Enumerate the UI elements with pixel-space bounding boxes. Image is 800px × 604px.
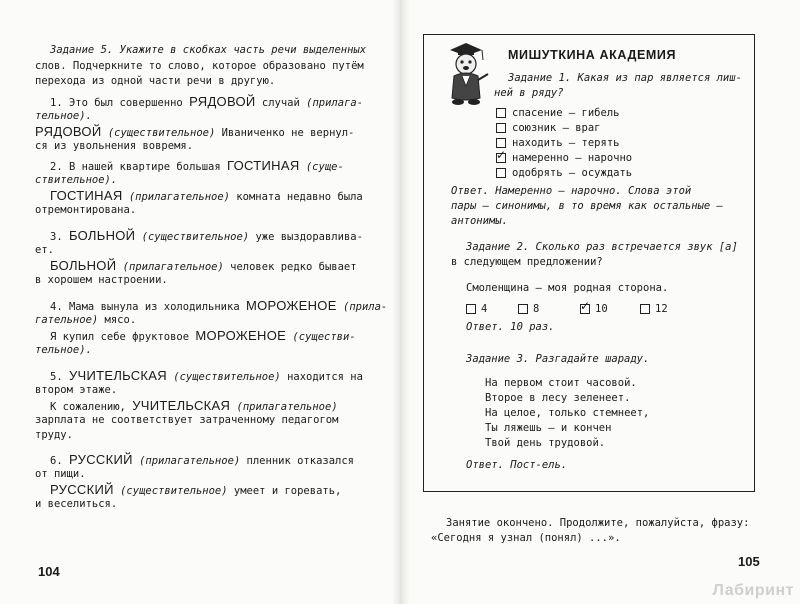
item3-line-2: ет. — [35, 244, 54, 256]
poem-line-4: Ты ляжешь – и кончен — [485, 422, 612, 434]
part-of-speech: (существительное) — [166, 371, 281, 383]
poem-line-2: Второе в лесу зеленеет. — [485, 392, 631, 404]
task2-question-line-1: Задание 2. Сколько раз встречается звук [а] — [466, 241, 738, 253]
text: находится на — [280, 371, 363, 383]
task1-option-label: спасение – гибель — [512, 107, 620, 119]
part-of-speech: (прилагательное) — [116, 261, 224, 273]
item5-line-5: труду. — [35, 429, 73, 441]
task1-option-label: союзник – враг — [512, 122, 601, 134]
task5-line-1 — [50, 43, 366, 58]
text: Я купил себе фруктовое — [50, 331, 196, 343]
task2-option-label: 12 — [655, 303, 668, 315]
part-of-speech: гательное) — [35, 314, 99, 326]
text: комната недавно была — [229, 191, 363, 203]
task1-question-line-2: ней в ряду? — [494, 87, 564, 99]
text: случай — [255, 97, 307, 109]
highlighted-word: МОРОЖЕНОЕ — [195, 328, 287, 343]
task1-answer-line-3: антонимы. — [451, 215, 508, 227]
checkmark-icon: ✓ — [496, 148, 507, 162]
task2-option-label: 8 — [533, 303, 540, 315]
highlighted-word: БОЛЬНОЙ — [50, 258, 117, 273]
text: умеет и горевать, — [227, 485, 342, 497]
highlighted-word: ГОСТИНАЯ — [50, 188, 123, 203]
bear-scholar-icon — [442, 40, 490, 106]
poem-line-3: На целое, только стемнеет, — [485, 407, 650, 419]
text: 6. — [50, 455, 69, 467]
item6-line-4: и веселиться. — [35, 498, 118, 510]
text: мясо. — [98, 314, 137, 326]
item6-line-2: от пищи. — [35, 468, 86, 480]
text: 3. — [50, 231, 69, 243]
text: К сожалению, — [50, 401, 133, 413]
item4-line-4: тельное). — [35, 344, 92, 356]
task1-option-label: одобрять – осуждать — [512, 167, 633, 179]
checkmark-icon: ✓ — [580, 299, 591, 313]
part-of-speech: (прилага- — [306, 97, 364, 109]
highlighted-word: МОРОЖЕНОЕ — [245, 298, 337, 313]
task2-option-checkbox[interactable] — [640, 304, 650, 314]
task1-answer-line-1: Ответ. Намеренно – нарочно. Слова этой — [451, 185, 692, 197]
part-of-speech: (существительное) — [107, 127, 216, 139]
task5-line-3: перехода из одной части речи в другую. — [35, 75, 276, 87]
text: 5. — [50, 371, 69, 383]
task3-answer: Ответ. Пост-ель. — [466, 459, 568, 471]
task1-option-checkbox[interactable] — [496, 108, 506, 118]
page-number-left: 104 — [38, 564, 60, 579]
item3-line-4: в хорошем настроении. — [35, 274, 168, 286]
task1-option-checkbox[interactable] — [496, 168, 506, 178]
text: 1. Это был совершенно — [50, 97, 190, 109]
part-of-speech: (прилагательное) — [230, 401, 338, 413]
watermark-logo: Лабиринт — [712, 582, 794, 599]
highlighted-word: РЯДОВОЙ — [189, 94, 256, 109]
page-number-right: 105 — [738, 554, 760, 569]
item3-line-1 — [50, 228, 363, 245]
closing-line-1: Занятие окончено. Продолжите, пожалуйста, фразу: — [446, 517, 750, 529]
item4-line-2 — [35, 313, 136, 328]
part-of-speech: (существительное) — [113, 485, 228, 497]
item5-line-4: зарплата не соответствует затраченному педагогом — [35, 414, 339, 426]
closing-line-2: «Сегодня я узнал (понял) ...». — [431, 532, 621, 544]
text: пленник отказался — [240, 455, 355, 467]
item1-line-2: тельное). — [35, 110, 92, 122]
text: Иваниченко не вернул- — [215, 127, 355, 139]
item1-line-4: ся из увольнения вовремя. — [35, 140, 194, 152]
poem-line-5: Твой день трудовой. — [485, 437, 606, 449]
task2-question-line-2: в следующем предложении? — [451, 256, 603, 268]
item5-line-2: втором этаже. — [35, 384, 118, 396]
highlighted-word: ГОСТИНАЯ — [227, 158, 300, 173]
item2-line-2: ствительное). — [35, 174, 118, 186]
task2-option-checkbox[interactable] — [518, 304, 528, 314]
part-of-speech: (суще- — [299, 161, 344, 173]
part-of-speech: (прилагательное) — [122, 191, 230, 203]
part-of-speech: (прилагательное) — [132, 455, 241, 467]
task2-option-label: 10 — [595, 303, 608, 315]
task2-option-checkbox[interactable] — [466, 304, 476, 314]
poem-line-1: На первом стоит часовой. — [485, 377, 637, 389]
task2-sentence: Смоленщина – моя родная сторона. — [466, 282, 669, 294]
item1-line-1 — [50, 94, 363, 111]
task1-option-checkbox[interactable] — [496, 148, 507, 163]
book-gutter — [392, 0, 410, 604]
task3-question: Задание 3. Разгадайте шараду. — [466, 353, 650, 365]
task1-option-label: находить – терять — [512, 137, 620, 149]
highlighted-word: РУССКИЙ — [68, 452, 133, 467]
highlighted-word: РЯДОВОЙ — [35, 124, 102, 139]
task1-answer-line-2: пары – синонимы, в то время как остальные – — [451, 200, 723, 212]
part-of-speech: (прила- — [336, 301, 388, 313]
task1-option-checkbox[interactable] — [496, 138, 506, 148]
task2-option-label: 4 — [481, 303, 488, 315]
text: человек редко бывает — [223, 261, 357, 273]
text: 2. В нашей квартире большая — [50, 161, 228, 173]
task1-option-label: намеренно – нарочно — [512, 152, 633, 164]
part-of-speech: (существи- — [286, 331, 356, 343]
highlighted-word: РУССКИЙ — [50, 482, 114, 497]
task2-option-checkbox[interactable] — [580, 299, 591, 314]
task1-option-checkbox[interactable] — [496, 123, 506, 133]
task5-intro-text: Задание 5. Укажите в скобках часть речи выделенных — [50, 44, 367, 56]
left-page — [0, 0, 392, 604]
highlighted-word: УЧИТЕЛЬСКАЯ — [68, 368, 167, 383]
item2-line-4: отремонтирована. — [35, 204, 137, 216]
task1-question-line-1: Задание 1. Какая из пар является лиш- — [508, 72, 742, 84]
item4-line-3 — [50, 328, 356, 345]
box-title: МИШУТКИНА АКАДЕМИЯ — [508, 48, 677, 62]
task2-answer: Ответ. 10 раз. — [466, 321, 555, 333]
task5-line-2: слов. Подчеркните то слово, которое образовано путём — [35, 60, 364, 72]
item6-line-1 — [50, 452, 354, 469]
text: уже выздоравлива- — [249, 231, 363, 243]
part-of-speech: (существительное) — [135, 231, 250, 243]
text: 4. Мама вынула из холодильника — [50, 301, 246, 313]
highlighted-word: УЧИТЕЛЬСКАЯ — [132, 398, 231, 413]
highlighted-word: БОЛЬНОЙ — [68, 228, 136, 243]
